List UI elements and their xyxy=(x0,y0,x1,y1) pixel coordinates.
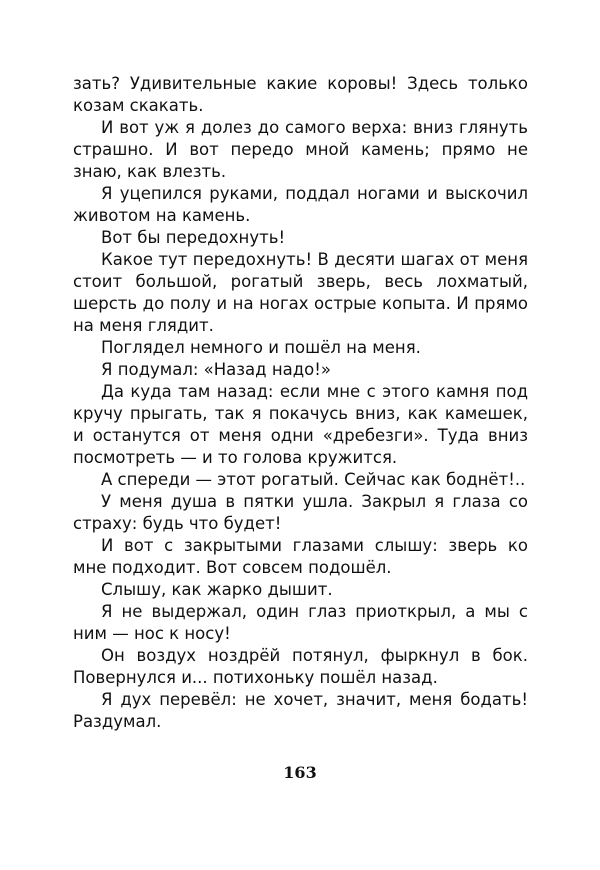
paragraph: Я не выдержал, один глаз приоткрыл, а мы с ним — нос к носу! xyxy=(73,602,528,643)
paragraph: И вот с закрытыми глазами слышу: зверь ко мне подходит. Вот совсем подошёл. xyxy=(73,536,528,577)
paragraph: У меня душа в пятки ушла. Закрыл я глаза со страху: будь что будет! xyxy=(73,492,528,533)
page-text xyxy=(73,73,528,733)
paragraph: зать? Удивительные какие коровы! Здесь только козам скакать. xyxy=(73,74,528,115)
paragraph: Да куда там назад: если мне с этого камня под кручу прыгать, так я покачусь вниз, как камешек, и останутся от меня одни «дребезги». Туда вниз посмотреть — и то голова кружится. xyxy=(73,382,528,467)
paragraph: Поглядел немного и пошёл на меня. xyxy=(101,338,421,357)
page-number: 163 xyxy=(283,763,317,782)
paragraph: Он воздух ноздрёй потянул, фыркнул в бок. Повернулся и... потихоньку пошёл назад. xyxy=(73,646,528,687)
paragraph: Я дух перевёл: не хочет, значит, меня бодать! Раздумал. xyxy=(73,690,528,731)
paragraph: Вот бы передохнуть! xyxy=(101,228,286,247)
paragraph: Слышу, как жарко дышит. xyxy=(101,580,333,599)
paragraph: А спереди — этот рогатый. Сейчас как боднёт!.. xyxy=(101,470,526,489)
paragraph: И вот уж я долез до самого верха: вниз глянуть страшно. И вот передо мной камень; прямо не знаю, как влезть. xyxy=(73,118,528,181)
paragraph: Я подумал: «Назад надо!» xyxy=(101,360,331,379)
paragraph: Я уцепился руками, поддал ногами и выскочил животом на камень. xyxy=(73,184,528,225)
paragraph: Какое тут передохнуть! В десяти шагах от меня стоит большой, рогатый зверь, весь лохматый, шерсть до полу и на ногах острые копыта. И прямо на меня глядит. xyxy=(73,250,528,335)
